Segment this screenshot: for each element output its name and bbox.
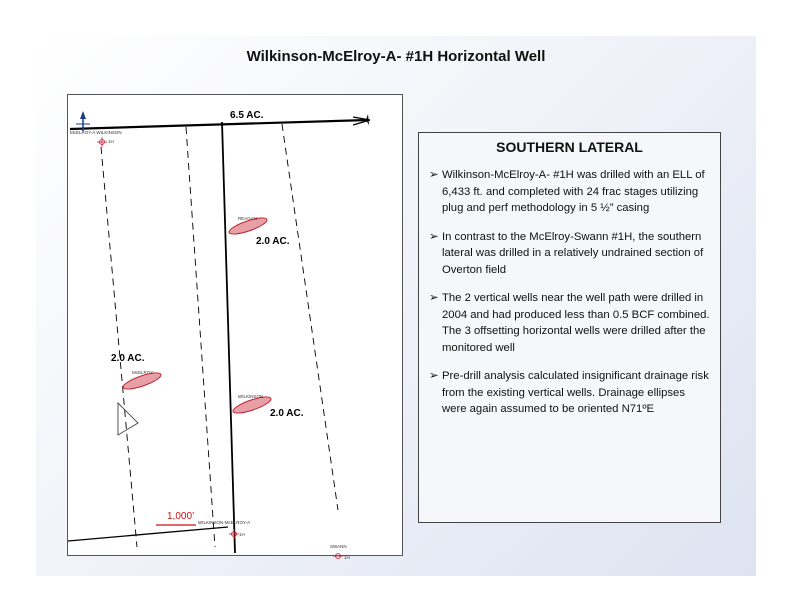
bullet-text: In contrast to the McElroy-Swann #1H, the southern lateral was drilled in a relatively undrained section of Overton field xyxy=(442,230,704,276)
well-map-drawing xyxy=(68,95,402,560)
bullet-text: The 2 vertical wells near the well path were drilled in 2004 and had produced less than 0.5 BCF combined. The 3 offsetting horizontal wells were drilled after the monitored well xyxy=(442,292,710,354)
well-num-bottom: 1H xyxy=(239,532,245,537)
well-label-swann: SWANN xyxy=(330,544,347,549)
well-path xyxy=(222,122,235,553)
bullet-arrow-icon: ➢ xyxy=(429,230,439,243)
list-item xyxy=(429,368,712,418)
acre-label-mcelroy: 2.0 AC. xyxy=(111,353,145,364)
well-num-top-left: 1H xyxy=(108,139,114,144)
well-symbol-swann xyxy=(333,554,343,559)
acre-label-wilkinson: 2.0 AC. xyxy=(270,408,304,419)
bullet-arrow-icon: ➢ xyxy=(429,370,439,382)
lease-line-center xyxy=(186,127,215,547)
well-label-reagan: REAGAN xyxy=(238,216,258,221)
well-label-wilkinson: WILKINSON xyxy=(238,394,264,399)
southern-lateral-panel xyxy=(418,132,721,523)
well-map xyxy=(67,94,403,560)
bullet-arrow-icon: ➢ xyxy=(429,169,439,181)
lease-line-west xyxy=(101,147,137,547)
lease-line-east xyxy=(282,124,338,510)
triangle-marker xyxy=(118,403,138,435)
slide xyxy=(36,36,756,576)
south-boundary-line xyxy=(68,527,228,541)
list-item xyxy=(429,167,712,217)
well-label-top-left: McELROY-A WILKINSON xyxy=(70,130,122,135)
bullet-list xyxy=(419,167,720,418)
list-item xyxy=(429,290,712,356)
list-item xyxy=(429,229,712,279)
well-num-swann: 1H xyxy=(344,555,350,560)
scale-label: 1,000’ xyxy=(167,511,195,522)
well-label-bottom: WILKINSON-McELROY-A xyxy=(198,520,251,525)
top-acreage-label: 6.5 AC. xyxy=(230,110,264,121)
well-label-mcelroy: McELROY xyxy=(132,370,154,375)
acre-label-reagan: 2.0 AC. xyxy=(256,236,290,247)
well-symbol-top-left xyxy=(97,137,107,147)
page-title: Wilkinson-McElroy-A- #1H Horizontal Well xyxy=(246,48,546,65)
bullet-text: Wilkinson-McElroy-A- #1H was drilled with an ELL of 6,433 ft. and completed with 24 frac stages utilizing plug and perf methodology in 5 ½” casing xyxy=(442,169,705,214)
bullet-text: Pre-drill analysis calculated insignificant drainage risk from the existing vertical wells. Drainage ellipses were again assumed to be oriented N71ºE xyxy=(442,370,709,415)
panel-heading: SOUTHERN LATERAL xyxy=(496,139,643,155)
north-boundary-line xyxy=(70,120,368,129)
well-symbol-bottom xyxy=(229,529,239,539)
bullet-arrow-icon: ➢ xyxy=(429,292,439,304)
